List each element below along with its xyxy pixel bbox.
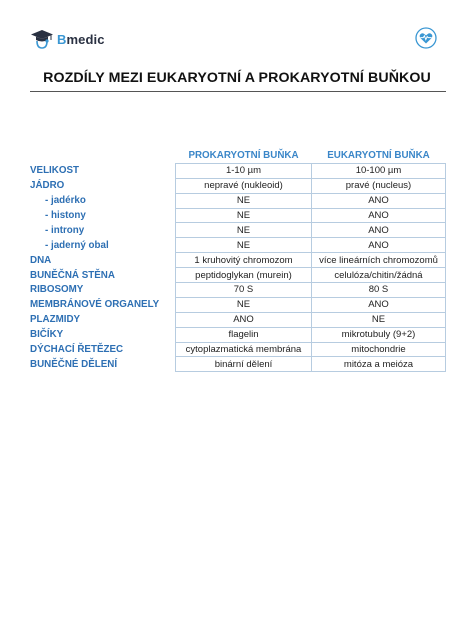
prokaryotic-value: binární dělení (176, 357, 312, 372)
prokaryotic-value: nepravé (nukleoid) (176, 178, 312, 193)
header-blank-cell (30, 149, 176, 163)
table-row (30, 178, 446, 193)
prokaryotic-value: ANO (176, 312, 312, 327)
table-row (30, 297, 446, 312)
eukaryotic-value: 80 S (312, 283, 446, 298)
eukaryotic-value: celulóza/chitin/žádná (312, 268, 446, 283)
eukaryotic-value: NE (312, 312, 446, 327)
prokaryotic-value: 1-10 µm (176, 163, 312, 178)
eukaryotic-value: ANO (312, 208, 446, 223)
row-label: VELIKOST (30, 165, 79, 177)
row-label: RIBOSOMY (30, 284, 84, 296)
table-row (30, 327, 446, 342)
prokaryotic-value: flagelin (176, 327, 312, 342)
table-row (30, 342, 446, 357)
eukaryotic-value: ANO (312, 193, 446, 208)
column-header-eukaryotic: EUKARYOTNÍ BUŇKA (327, 150, 430, 162)
prokaryotic-value: NE (176, 223, 312, 238)
table-row (30, 312, 446, 327)
prokaryotic-value: 1 kruhovitý chromozom (176, 253, 312, 268)
row-label: DÝCHACÍ ŘETĚZEC (30, 344, 124, 356)
eukaryotic-value: ANO (312, 238, 446, 253)
prokaryotic-value: NE (176, 238, 312, 253)
row-label: BIČÍKY (30, 329, 64, 341)
table-row (30, 163, 446, 178)
title-divider (30, 91, 446, 92)
eukaryotic-value: 10-100 µm (312, 163, 446, 178)
row-label: BUNĚČNÉ DĚLENÍ (30, 358, 118, 370)
comparison-table (30, 149, 446, 372)
prokaryotic-value: NE (176, 193, 312, 208)
table-row (30, 223, 446, 238)
table-row (30, 208, 446, 223)
table-header-row (30, 149, 446, 163)
prokaryotic-value: cytoplazmatická membrána (176, 342, 312, 357)
table-row (30, 268, 446, 283)
column-header-prokaryotic: PROKARYOTNÍ BUŇKA (188, 150, 299, 162)
eukaryotic-value: mitóza a meióza (312, 357, 446, 372)
prokaryotic-value: 70 S (176, 283, 312, 298)
page-title: ROZDÍLY MEZI EUKARYOTNÍ A PROKARYOTNÍ BUŇKOU (43, 70, 431, 86)
row-label: MEMBRÁNOVÉ ORGANELY (30, 299, 160, 311)
row-label: BUNĚČNÁ STĚNA (30, 269, 115, 281)
eukaryotic-value: ANO (312, 223, 446, 238)
graduation-cap-stethoscope-icon (30, 28, 54, 50)
row-label: - introny (45, 224, 85, 236)
eukaryotic-value: mikrotubuly (9+2) (312, 327, 446, 342)
table-row (30, 238, 446, 253)
row-label: - histony (45, 210, 86, 221)
eukaryotic-value: pravé (nucleus) (312, 178, 446, 193)
bmedic-logo[interactable] (30, 28, 105, 50)
heart-pulse-icon[interactable] (415, 27, 437, 49)
prokaryotic-value: peptidoglykan (murein) (176, 268, 312, 283)
table-row (30, 283, 446, 298)
row-label: PLAZMIDY (30, 314, 81, 326)
row-label: - jadérko (45, 195, 86, 207)
table-row (30, 253, 446, 268)
prokaryotic-value: NE (176, 297, 312, 312)
eukaryotic-value: ANO (312, 297, 446, 312)
row-label: DNA (30, 254, 52, 266)
row-label: JÁDRO (30, 180, 65, 192)
table-row (30, 357, 446, 372)
row-label: - jaderný obal (45, 239, 109, 251)
eukaryotic-value: více lineárních chromozomů (312, 253, 446, 268)
brand-name: Bmedic (57, 31, 105, 47)
eukaryotic-value: mitochondrie (312, 342, 446, 357)
prokaryotic-value: NE (176, 208, 312, 223)
table-row (30, 193, 446, 208)
